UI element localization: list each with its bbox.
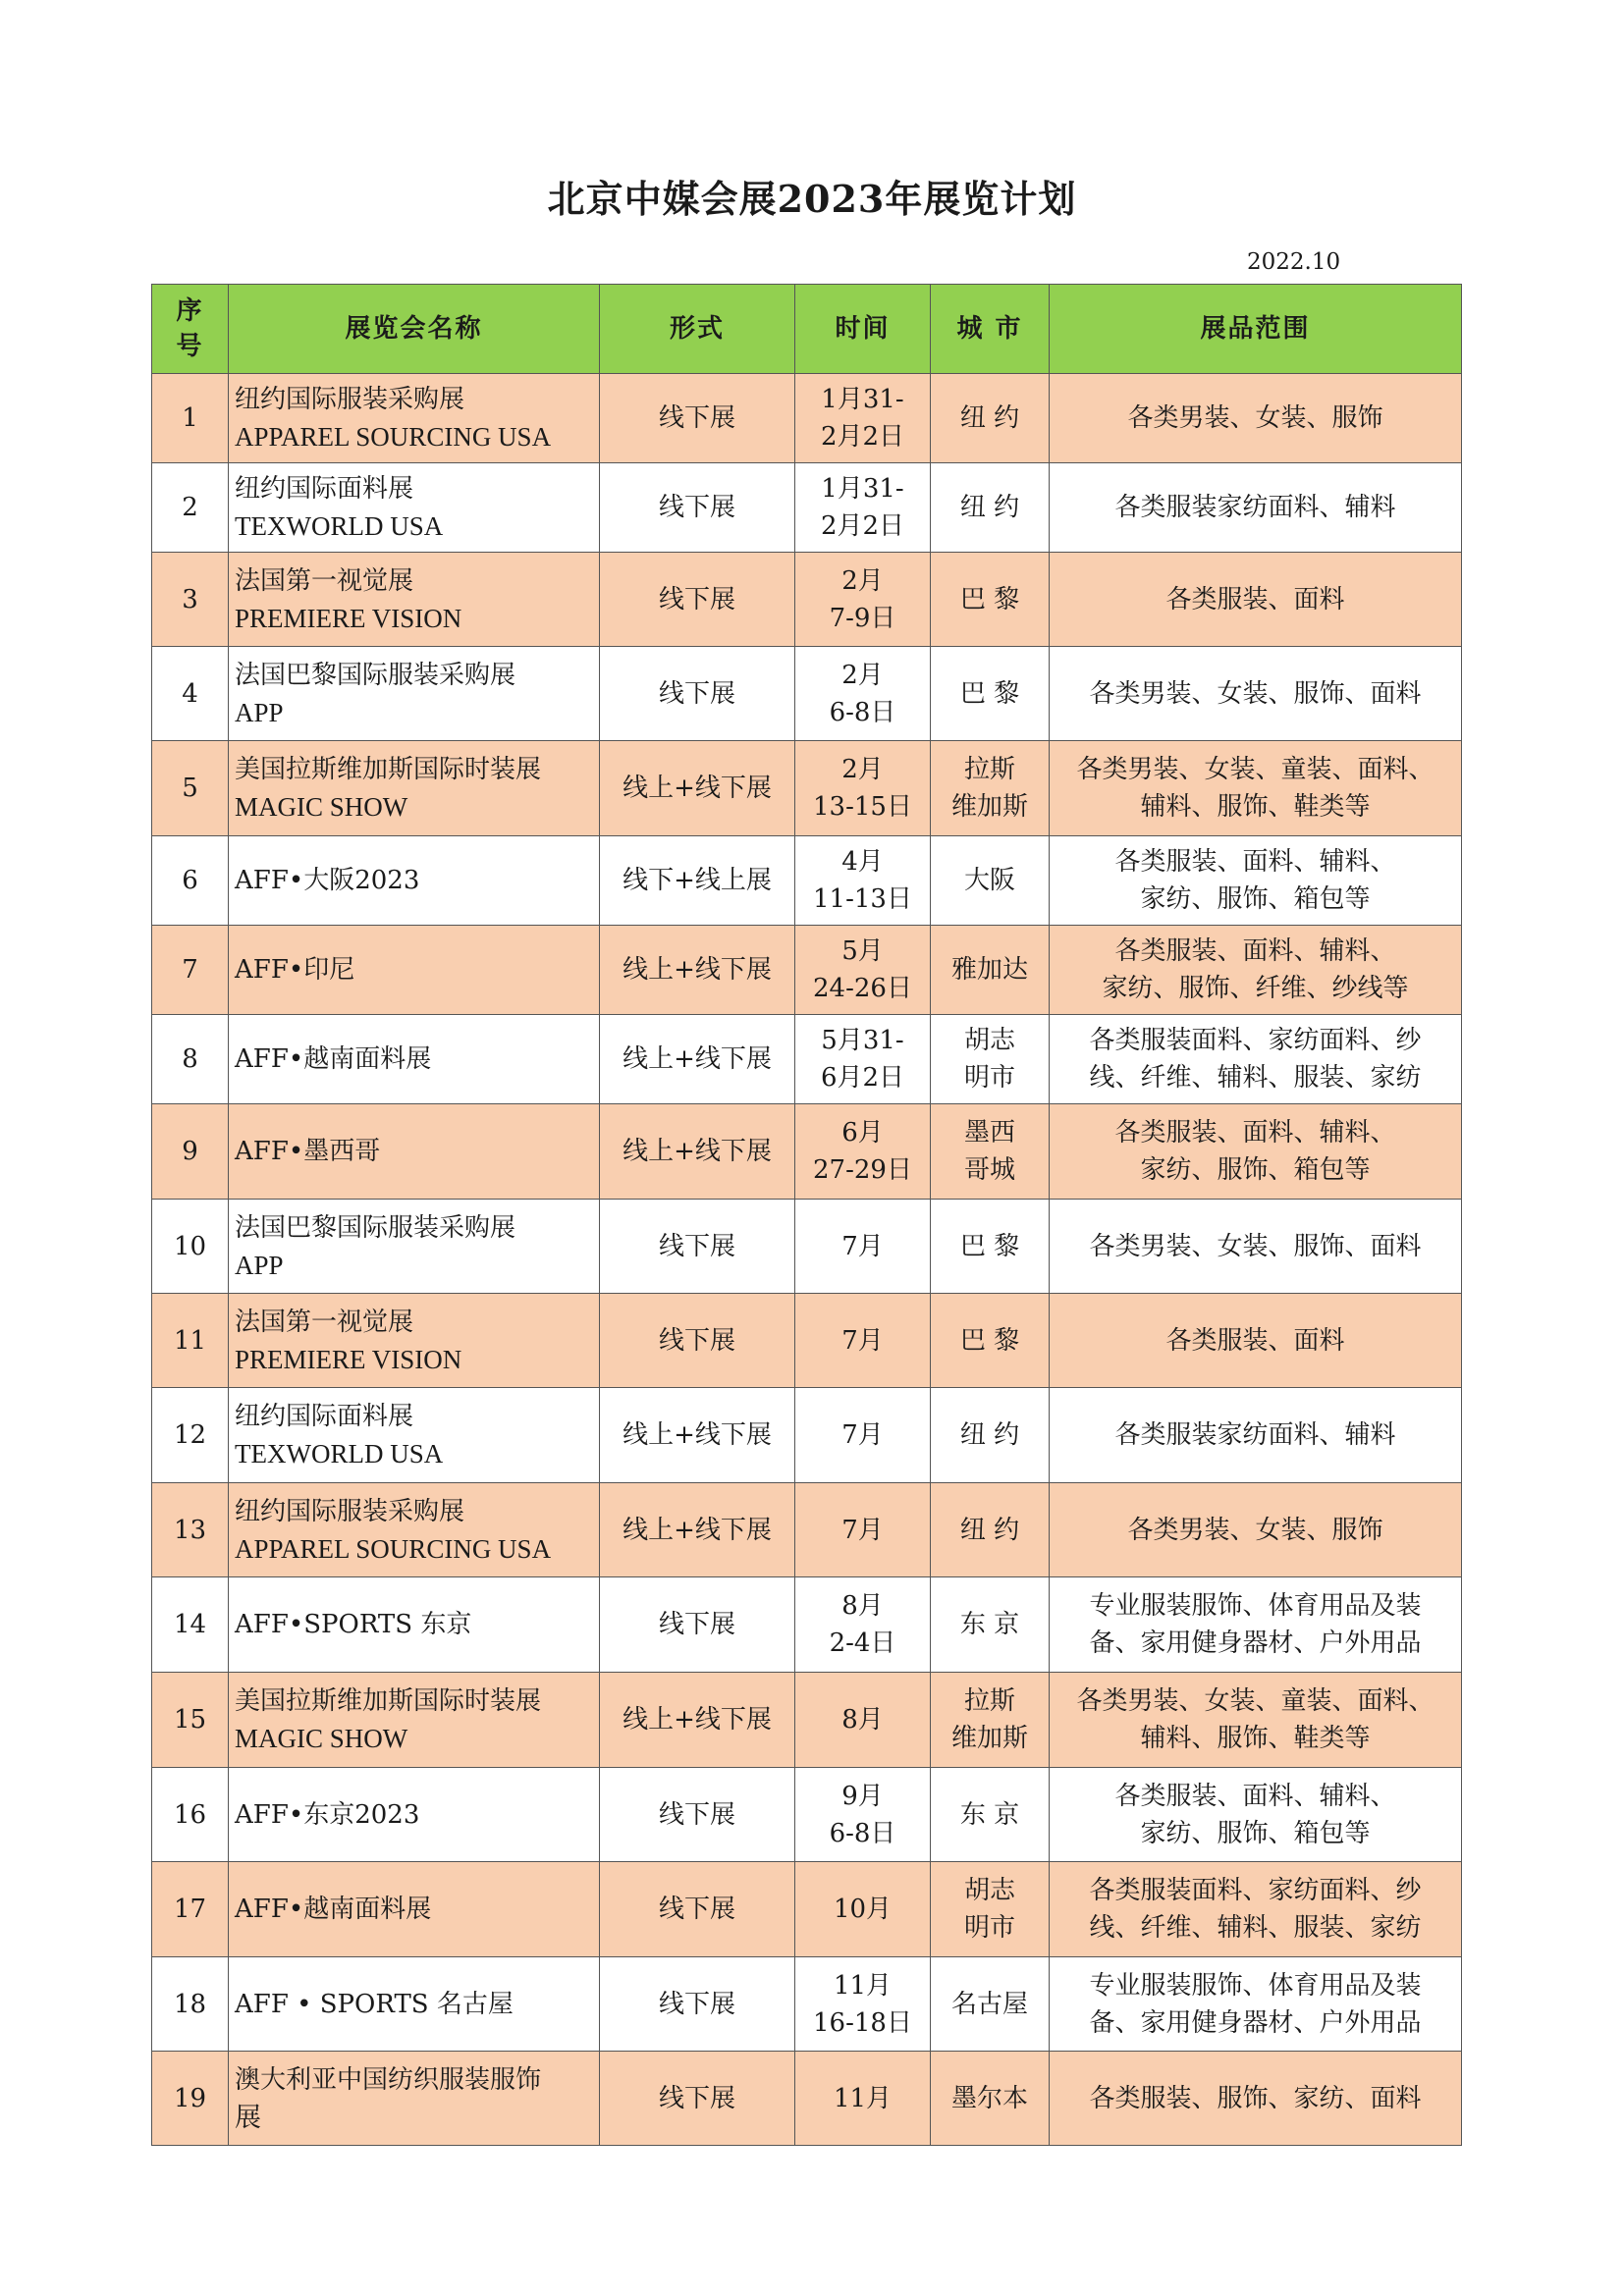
scope-cell <box>1050 1577 1462 1673</box>
time-line-2: 6月2日 <box>820 1063 905 1093</box>
city-cell <box>931 647 1050 741</box>
table-row <box>152 1673 1462 1768</box>
table-row <box>152 1862 1462 1957</box>
scope-cell <box>1050 1768 1462 1862</box>
time-line-2: 2-4日 <box>829 1629 896 1658</box>
time-cell <box>795 553 931 647</box>
scope-cell <box>1050 374 1462 463</box>
format-cell: 线上+线下展 <box>600 1104 795 1200</box>
scope-line-1: 各类服装面料、家纺面料、纱 <box>1089 1026 1422 1055</box>
city-cell <box>931 463 1050 553</box>
exhibition-name-cell <box>229 1957 600 2052</box>
time-cell <box>795 374 931 463</box>
scope-line-1: 各类男装、女装、服饰 <box>1127 403 1383 433</box>
format-cell: 线上+线下展 <box>600 741 795 836</box>
header-no <box>152 285 229 374</box>
exhibition-name-cell <box>229 1294 600 1388</box>
city-line-1: 东 京 <box>959 1799 1020 1830</box>
time-line-2: 2月2日 <box>820 511 905 541</box>
scope-line-1: 各类服装面料、家纺面料、纱 <box>1089 1876 1422 1905</box>
table-row <box>152 836 1462 926</box>
exhibition-name-cell <box>229 741 600 836</box>
time-line-2: 11-13日 <box>813 884 912 914</box>
format-cell: 线下展 <box>600 463 795 553</box>
time-cell <box>795 1483 931 1577</box>
city-cell <box>931 553 1050 647</box>
exhibition-name-en: TEXWORLD USA <box>235 1439 444 1468</box>
exhibition-name-cell <box>229 1577 600 1673</box>
scope-line-1: 各类服装、面料、辅料、 <box>1114 936 1396 966</box>
scope-line-1: 专业服装服饰、体育用品及装 <box>1089 1591 1422 1621</box>
city-line-1: 巴 黎 <box>959 584 1020 614</box>
city-cell <box>931 1768 1050 1862</box>
time-line-1: 8月 <box>841 1705 884 1735</box>
header-city: 城 市 <box>931 285 1050 374</box>
format-cell: 线上+线下展 <box>600 1388 795 1483</box>
scope-cell <box>1050 1388 1462 1483</box>
scope-line-1: 各类服装、面料、辅料、 <box>1114 1118 1396 1148</box>
row-number: 9 <box>152 1104 229 1200</box>
exhibition-name-cn: AFF•SPORTS 东京 <box>235 1610 472 1639</box>
exhibition-name-cell <box>229 1104 600 1200</box>
exhibition-name-cn: 美国拉斯维加斯国际时装展 <box>235 1686 542 1716</box>
scope-line-1: 各类男装、女装、服饰 <box>1127 1515 1383 1545</box>
city-cell <box>931 374 1050 463</box>
row-number: 6 <box>152 836 229 926</box>
time-line-1: 11月 <box>833 1970 893 2001</box>
row-number: 19 <box>152 2052 229 2146</box>
scope-line-1: 各类服装、面料 <box>1165 584 1345 614</box>
city-cell <box>931 1577 1050 1673</box>
city-line-1: 雅加达 <box>950 955 1028 985</box>
exhibition-name-cn: 纽约国际服装采购展 <box>235 1496 465 1526</box>
time-cell <box>795 1673 931 1768</box>
city-line-2: 维加斯 <box>950 792 1028 822</box>
exhibition-name-en: MAGIC SHOW <box>235 1724 408 1753</box>
city-cell <box>931 1388 1050 1483</box>
scope-line-2: 家纺、服饰、箱包等 <box>1140 1155 1371 1185</box>
table-row <box>152 553 1462 647</box>
scope-line-1: 各类服装、服饰、家纺、面料 <box>1089 2083 1422 2113</box>
exhibition-name-en: MAGIC SHOW <box>235 792 408 822</box>
table-row <box>152 1483 1462 1577</box>
exhibition-name-en: 展 <box>235 2102 261 2132</box>
table-row <box>152 926 1462 1015</box>
exhibition-name-cell <box>229 553 600 647</box>
table-row <box>152 741 1462 836</box>
time-line-1: 10月 <box>833 1895 893 1924</box>
table-row <box>152 463 1462 553</box>
time-line-2: 16-18日 <box>813 2007 912 2038</box>
scope-line-1: 各类服装、面料、辅料、 <box>1114 1781 1396 1811</box>
scope-line-1: 各类服装、面料 <box>1165 1325 1345 1356</box>
scope-cell <box>1050 1015 1462 1104</box>
time-cell <box>795 463 931 553</box>
city-cell <box>931 926 1050 1015</box>
scope-cell <box>1050 1104 1462 1200</box>
time-cell <box>795 1862 931 1957</box>
scope-line-1: 各类男装、女装、童装、面料、 <box>1076 755 1435 784</box>
table-row <box>152 1388 1462 1483</box>
exhibition-name-cn: AFF•大阪2023 <box>235 866 420 895</box>
row-number: 14 <box>152 1577 229 1673</box>
city-line-1: 纽 约 <box>959 1420 1020 1450</box>
header-row <box>152 285 1462 374</box>
time-line-1: 1月31- <box>821 474 904 504</box>
city-cell <box>931 741 1050 836</box>
format-cell: 线上+线下展 <box>600 1015 795 1104</box>
time-cell <box>795 2052 931 2146</box>
scope-cell <box>1050 463 1462 553</box>
exhibition-name-cn: 纽约国际面料展 <box>235 474 414 504</box>
format-cell: 线下展 <box>600 1768 795 1862</box>
format-cell: 线下展 <box>600 2052 795 2146</box>
city-line-1: 墨尔本 <box>950 2083 1028 2113</box>
time-line-2: 2月2日 <box>820 422 905 452</box>
exhibition-name-cn: 纽约国际面料展 <box>235 1402 414 1431</box>
time-line-1: 5月 <box>841 936 884 966</box>
scope-cell <box>1050 2052 1462 2146</box>
exhibition-name-cell <box>229 1015 600 1104</box>
table-row <box>152 1577 1462 1673</box>
scope-line-2: 家纺、服饰、箱包等 <box>1140 1818 1371 1848</box>
exhibition-name-en: TEXWORLD USA <box>235 511 444 541</box>
format-cell: 线下展 <box>600 374 795 463</box>
city-cell <box>931 1104 1050 1200</box>
exhibition-name-cell <box>229 374 600 463</box>
exhibition-name-cn: AFF•印尼 <box>235 955 355 985</box>
exhibition-name-cell <box>229 1862 600 1957</box>
table-row <box>152 1957 1462 2052</box>
scope-line-2: 家纺、服饰、纤维、纱线等 <box>1102 974 1409 1003</box>
exhibition-name-cn: 法国第一视觉展 <box>235 1307 414 1337</box>
time-cell <box>795 1957 931 2052</box>
time-line-2: 27-29日 <box>813 1155 912 1185</box>
header-time: 时间 <box>795 285 931 374</box>
row-number: 7 <box>152 926 229 1015</box>
time-cell <box>795 1200 931 1294</box>
time-line-1: 2月 <box>841 660 884 690</box>
city-line-1: 拉斯 <box>963 1686 1015 1716</box>
exhibition-name-cn: AFF•越南面料展 <box>235 1044 432 1074</box>
row-number: 10 <box>152 1200 229 1294</box>
city-cell <box>931 1957 1050 2052</box>
city-cell <box>931 2052 1050 2146</box>
exhibition-name-en: PREMIERE VISION <box>235 603 462 633</box>
city-line-1: 巴 黎 <box>959 678 1020 709</box>
row-number: 15 <box>152 1673 229 1768</box>
city-cell <box>931 836 1050 926</box>
scope-line-1: 各类服装家纺面料、辅料 <box>1114 1420 1396 1450</box>
time-line-2: 6-8日 <box>829 697 896 727</box>
city-line-2: 哥城 <box>963 1155 1015 1185</box>
city-line-1: 拉斯 <box>963 755 1015 784</box>
time-line-1: 4月 <box>841 847 884 877</box>
scope-cell <box>1050 1483 1462 1577</box>
row-number: 3 <box>152 553 229 647</box>
time-line-1: 2月 <box>841 755 884 784</box>
city-cell <box>931 1294 1050 1388</box>
scope-cell <box>1050 1673 1462 1768</box>
city-line-1: 纽 约 <box>959 1515 1020 1545</box>
scope-cell <box>1050 926 1462 1015</box>
city-cell <box>931 1673 1050 1768</box>
table-row <box>152 1200 1462 1294</box>
city-cell <box>931 1200 1050 1294</box>
scope-cell <box>1050 741 1462 836</box>
time-line-1: 9月 <box>841 1781 884 1811</box>
row-number: 12 <box>152 1388 229 1483</box>
exhibition-name-en: APP <box>235 1250 284 1280</box>
city-line-2: 明市 <box>963 1913 1015 1943</box>
time-line-1: 11月 <box>833 2083 893 2113</box>
table-row <box>152 647 1462 741</box>
time-line-1: 5月31- <box>821 1026 904 1055</box>
city-line-1: 纽 约 <box>959 493 1020 522</box>
scope-line-1: 各类男装、女装、服饰、面料 <box>1089 1231 1422 1261</box>
scope-cell <box>1050 647 1462 741</box>
time-cell <box>795 647 931 741</box>
time-line-1: 7月 <box>841 1231 884 1261</box>
exhibition-name-cn: 法国巴黎国际服装采购展 <box>235 660 516 690</box>
exhibition-name-cn: 纽约国际服装采购展 <box>235 385 465 414</box>
header-scope: 展品范围 <box>1050 285 1462 374</box>
time-cell <box>795 741 931 836</box>
exhibition-name-cn: AFF • SPORTS 名古屋 <box>235 1989 514 2019</box>
time-line-1: 1月31- <box>821 385 904 414</box>
time-cell <box>795 1015 931 1104</box>
exhibition-name-cn: AFF•东京2023 <box>235 1799 420 1830</box>
time-cell <box>795 1294 931 1388</box>
scope-line-1: 各类服装家纺面料、辅料 <box>1114 493 1396 522</box>
scope-line-2: 辅料、服饰、鞋类等 <box>1140 792 1371 822</box>
city-line-1: 胡志 <box>963 1026 1015 1055</box>
scope-line-1: 专业服装服饰、体育用品及装 <box>1089 1970 1422 2001</box>
scope-line-2: 家纺、服饰、箱包等 <box>1140 884 1371 914</box>
scope-line-2: 备、家用健身器材、户外用品 <box>1089 1629 1422 1658</box>
exhibition-name-cell <box>229 463 600 553</box>
table-row <box>152 1294 1462 1388</box>
table-row <box>152 1768 1462 1862</box>
table-row <box>152 1015 1462 1104</box>
scope-cell <box>1050 836 1462 926</box>
page-title: 北京中媒会展2023年展览计划 <box>547 177 1077 221</box>
exhibition-name-cell <box>229 1768 600 1862</box>
exhibition-name-en: APP <box>235 697 284 727</box>
time-line-1: 6月 <box>841 1118 884 1148</box>
format-cell: 线下展 <box>600 553 795 647</box>
format-cell: 线下展 <box>600 647 795 741</box>
scope-cell <box>1050 1200 1462 1294</box>
scope-cell <box>1050 553 1462 647</box>
exhibition-name-cell <box>229 836 600 926</box>
header-no-label: 序号 <box>176 296 204 361</box>
exhibition-name-en: APPAREL SOURCING USA <box>235 422 552 452</box>
time-line-2: 7-9日 <box>829 603 896 633</box>
city-line-1: 巴 黎 <box>959 1325 1020 1356</box>
exhibition-name-cn: 澳大利亚中国纺织服装服饰 <box>235 2064 542 2095</box>
exhibition-name-cell <box>229 1388 600 1483</box>
time-line-1: 7月 <box>841 1420 884 1450</box>
row-number: 4 <box>152 647 229 741</box>
scope-line-2: 备、家用健身器材、户外用品 <box>1089 2007 1422 2038</box>
city-cell <box>931 1015 1050 1104</box>
time-cell <box>795 836 931 926</box>
time-line-1: 2月 <box>841 565 884 596</box>
row-number: 16 <box>152 1768 229 1862</box>
city-line-1: 墨西 <box>963 1118 1015 1148</box>
exhibition-name-cn: 法国第一视觉展 <box>235 565 414 596</box>
city-line-1: 名古屋 <box>950 1989 1028 2019</box>
scope-line-1: 各类男装、女装、服饰、面料 <box>1089 678 1422 709</box>
city-line-2: 维加斯 <box>950 1724 1028 1753</box>
city-line-1: 巴 黎 <box>959 1231 1020 1261</box>
scope-cell <box>1050 1957 1462 2052</box>
city-line-1: 东 京 <box>959 1610 1020 1639</box>
scope-line-1: 各类男装、女装、童装、面料、 <box>1076 1686 1435 1716</box>
row-number: 17 <box>152 1862 229 1957</box>
format-cell: 线上+线下展 <box>600 1673 795 1768</box>
row-number: 5 <box>152 741 229 836</box>
exhibition-name-cell <box>229 647 600 741</box>
city-line-1: 大阪 <box>963 866 1015 895</box>
header-name: 展览会名称 <box>229 285 600 374</box>
exhibition-plan-table <box>151 284 1462 2146</box>
time-cell <box>795 926 931 1015</box>
time-cell <box>795 1768 931 1862</box>
format-cell: 线上+线下展 <box>600 1483 795 1577</box>
time-line-1: 7月 <box>841 1325 884 1356</box>
exhibition-name-cell <box>229 1200 600 1294</box>
time-cell <box>795 1577 931 1673</box>
row-number: 1 <box>152 374 229 463</box>
exhibition-name-en: PREMIERE VISION <box>235 1344 462 1374</box>
scope-line-2: 线、纤维、辅料、服装、家纺 <box>1089 1063 1422 1093</box>
time-line-1: 8月 <box>841 1591 884 1621</box>
time-cell <box>795 1104 931 1200</box>
exhibition-name-cell <box>229 1483 600 1577</box>
scope-cell <box>1050 1294 1462 1388</box>
time-cell <box>795 1388 931 1483</box>
header-format: 形式 <box>600 285 795 374</box>
row-number: 18 <box>152 1957 229 2052</box>
city-line-1: 纽 约 <box>959 403 1020 433</box>
city-line-2: 明市 <box>963 1063 1015 1093</box>
city-cell <box>931 1862 1050 1957</box>
format-cell: 线下展 <box>600 1577 795 1673</box>
format-cell: 线下展 <box>600 1862 795 1957</box>
row-number: 8 <box>152 1015 229 1104</box>
format-cell: 线下展 <box>600 1294 795 1388</box>
exhibition-name-cn: 美国拉斯维加斯国际时装展 <box>235 755 542 784</box>
time-line-1: 7月 <box>841 1515 884 1545</box>
exhibition-name-cn: AFF•墨西哥 <box>235 1137 381 1166</box>
row-number: 13 <box>152 1483 229 1577</box>
city-line-1: 胡志 <box>963 1876 1015 1905</box>
table-row <box>152 2052 1462 2146</box>
row-number: 11 <box>152 1294 229 1388</box>
row-number: 2 <box>152 463 229 553</box>
scope-line-1: 各类服装、面料、辅料、 <box>1114 847 1396 877</box>
scope-line-2: 辅料、服饰、鞋类等 <box>1140 1724 1371 1753</box>
table-body <box>152 374 1462 2146</box>
exhibition-name-en: APPAREL SOURCING USA <box>235 1533 552 1564</box>
time-line-2: 24-26日 <box>813 974 912 1003</box>
format-cell: 线下展 <box>600 1200 795 1294</box>
table-row <box>152 1104 1462 1200</box>
format-cell: 线下展 <box>600 1957 795 2052</box>
document-date: 2022.10 <box>1247 249 1341 275</box>
time-line-2: 6-8日 <box>829 1818 896 1848</box>
table-row <box>152 374 1462 463</box>
exhibition-name-cell <box>229 2052 600 2146</box>
format-cell: 线下+线上展 <box>600 836 795 926</box>
exhibition-name-cn: AFF•越南面料展 <box>235 1895 432 1924</box>
exhibition-name-cell <box>229 926 600 1015</box>
exhibition-name-cell <box>229 1673 600 1768</box>
city-cell <box>931 1483 1050 1577</box>
time-line-2: 13-15日 <box>813 792 912 822</box>
scope-cell <box>1050 1862 1462 1957</box>
exhibition-name-cn: 法国巴黎国际服装采购展 <box>235 1212 516 1243</box>
format-cell: 线上+线下展 <box>600 926 795 1015</box>
scope-line-2: 线、纤维、辅料、服装、家纺 <box>1089 1913 1422 1943</box>
